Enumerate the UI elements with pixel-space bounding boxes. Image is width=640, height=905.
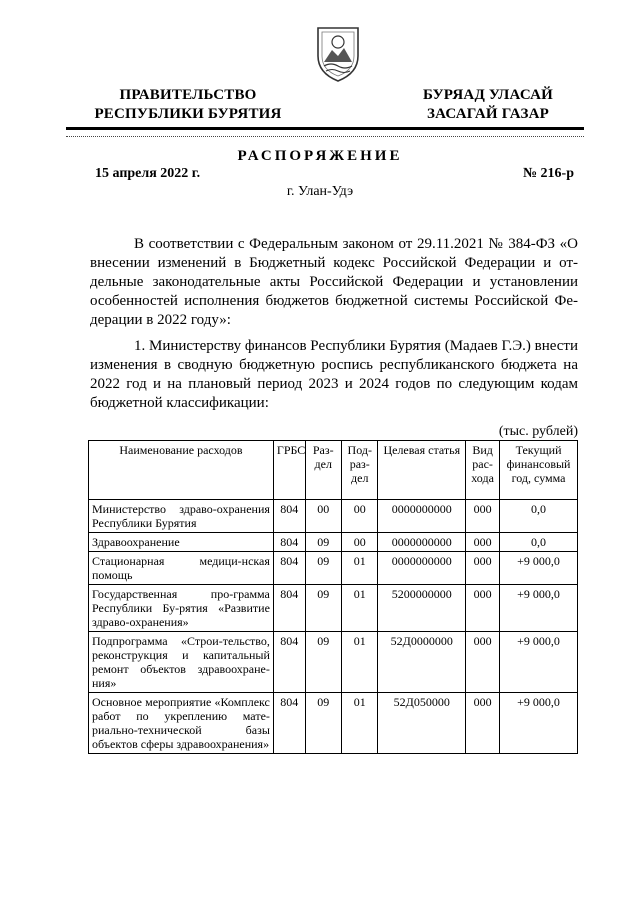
cell-grbs: 804 <box>273 500 305 533</box>
cell-amount: +9 000,0 <box>500 552 578 585</box>
header-target-article: Целевая статья <box>378 441 466 500</box>
cell-expense-type: 000 <box>466 533 500 552</box>
cell-subsection: 00 <box>342 500 378 533</box>
cell-section: 09 <box>305 693 341 754</box>
cell-section: 09 <box>305 552 341 585</box>
cell-section: 09 <box>305 632 341 693</box>
header-expense-name: Наименование расходов <box>89 441 274 500</box>
table-row <box>89 533 578 552</box>
table-row <box>89 585 578 632</box>
table-header-row <box>89 441 578 500</box>
document-city: г. Улан-Удэ <box>286 184 354 199</box>
header-left-line1: ПРАВИТЕЛЬСТВО <box>119 87 257 103</box>
header-subsection: Под-раз-дел <box>342 441 378 500</box>
cell-subsection: 01 <box>342 693 378 754</box>
cell-expense-name: Здравоохранение <box>89 533 274 552</box>
preamble-paragraph: В соответствии с Федеральным законом от 29.11.2021 № 384-ФЗ «О внесении изменений в Бюджетный кодекс Российской Федерации и от-дельные законодательные акты Российской Федерации и установлении особенностей исполнения бюджетов бюджетной системы Российской Фе-дерации в 2022 году»: <box>90 236 578 328</box>
cell-grbs: 804 <box>273 552 305 585</box>
header-dotted-divider <box>66 136 584 137</box>
instruction-paragraph: 1. Министерству финансов Республики Бурятия (Мадаев Г.Э.) внести изменения в сводную бюджетную роспись республиканского бюджета на 2022 год и на плановый период 2023 и 2024 годов по следующим кодам бюджетной классификации: <box>90 338 578 411</box>
header-right-line1: БУРЯАД УЛАСАЙ <box>422 87 554 103</box>
cell-expense-type: 000 <box>466 632 500 693</box>
table-units: (тыс. рублей) <box>498 424 578 439</box>
government-name-russian <box>88 86 288 124</box>
cell-amount: +9 000,0 <box>500 632 578 693</box>
header-expense-type: Вид рас-хода <box>466 441 500 500</box>
cell-grbs: 804 <box>273 585 305 632</box>
cell-target-article: 52Д0000000 <box>378 632 466 693</box>
cell-expense-type: 000 <box>466 693 500 754</box>
cell-grbs: 804 <box>273 632 305 693</box>
cell-target-article: 0000000000 <box>378 500 466 533</box>
budget-table <box>88 440 578 754</box>
cell-expense-name: Подпрограмма «Строи-тельство, реконструкция и капитальный ремонт объектов здравоохране-ния» <box>89 632 274 693</box>
cell-expense-type: 000 <box>466 500 500 533</box>
cell-expense-type: 000 <box>466 585 500 632</box>
cell-subsection: 01 <box>342 585 378 632</box>
government-name-buryat <box>398 86 578 124</box>
cell-section: 09 <box>305 533 341 552</box>
cell-target-article: 52Д050000 <box>378 693 466 754</box>
cell-grbs: 804 <box>273 693 305 754</box>
cell-expense-name: Стационарная медици-нская помощь <box>89 552 274 585</box>
document-number: № 216-р <box>522 166 574 181</box>
table-row <box>89 632 578 693</box>
header-section: Раз-дел <box>305 441 341 500</box>
table-row <box>89 552 578 585</box>
cell-amount: +9 000,0 <box>500 585 578 632</box>
document-date: 15 апреля 2022 г. <box>95 166 201 181</box>
cell-grbs: 804 <box>273 533 305 552</box>
cell-amount: 0,0 <box>500 533 578 552</box>
cell-subsection: 00 <box>342 533 378 552</box>
cell-section: 09 <box>305 585 341 632</box>
table-row <box>89 693 578 754</box>
cell-expense-type: 000 <box>466 552 500 585</box>
cell-expense-name: Основное мероприятие «Комплекс работ по укреплению мате-риально-технической базы объектов сферы здравоохранения» <box>89 693 274 754</box>
cell-target-article: 0000000000 <box>378 552 466 585</box>
coat-of-arms-emblem <box>314 26 362 82</box>
cell-subsection: 01 <box>342 552 378 585</box>
document-title: РАСПОРЯЖЕНИЕ <box>237 148 403 164</box>
cell-target-article: 0000000000 <box>378 533 466 552</box>
header-right-line2: ЗАСАГАЙ ГАЗАР <box>427 106 549 122</box>
cell-expense-name: Министерство здраво-охранения Республики Бурятия <box>89 500 274 533</box>
header-left-line2: РЕСПУБЛИКИ БУРЯТИЯ <box>94 106 282 122</box>
cell-target-article: 5200000000 <box>378 585 466 632</box>
header-grbs: ГРБС <box>273 441 305 500</box>
cell-expense-name: Государственная про-грамма Республики Бу-рятия «Развитие здраво-охранения» <box>89 585 274 632</box>
table-row <box>89 500 578 533</box>
cell-section: 00 <box>305 500 341 533</box>
header-amount: Текущий финансовый год, сумма <box>500 441 578 500</box>
cell-amount: 0,0 <box>500 500 578 533</box>
cell-subsection: 01 <box>342 632 378 693</box>
cell-amount: +9 000,0 <box>500 693 578 754</box>
header-divider <box>66 127 584 130</box>
